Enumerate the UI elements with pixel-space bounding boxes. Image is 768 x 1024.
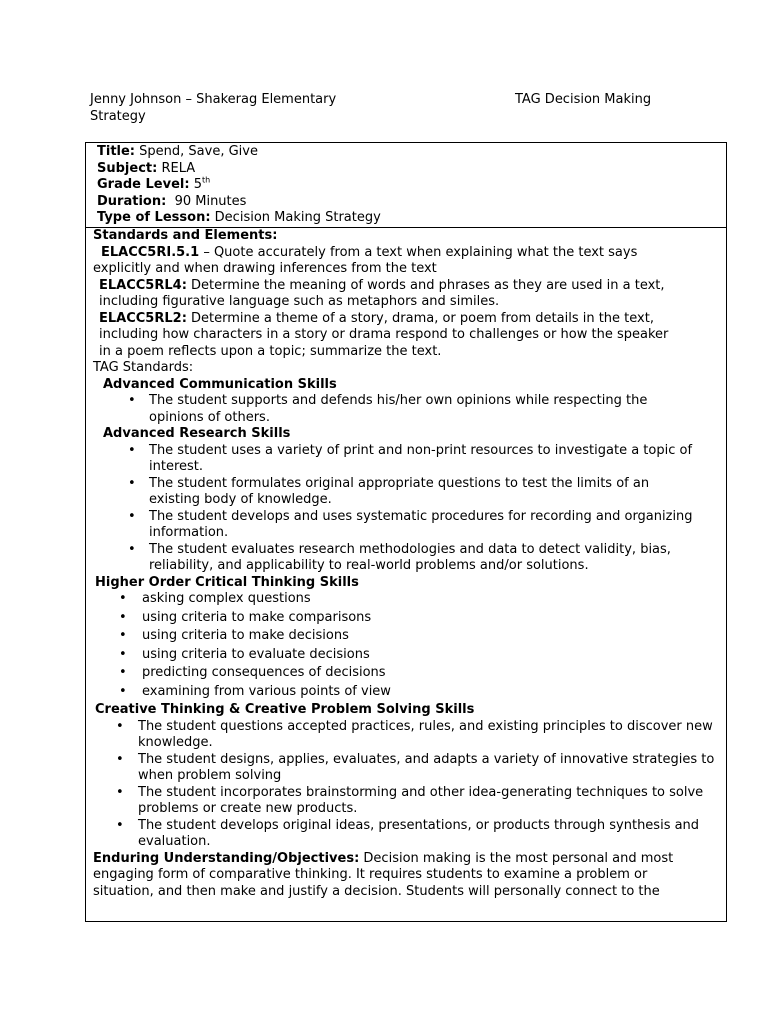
standard-code: ELACC5RL2: — [99, 310, 187, 326]
enduring-text-cont: situation, and then make and justify a decision. Students will personally connect to the — [93, 883, 660, 899]
type-row — [97, 210, 726, 227]
list-item: • The student develops and uses systematic procedures for recording and organizing information. — [93, 509, 703, 542]
standards-heading-text: Standards and Elements: — [93, 228, 278, 243]
subject-value: RELA — [161, 160, 196, 176]
standard-text-cont: in a poem reflects upon a topic; summarize the text. — [99, 343, 442, 359]
grade-row — [97, 177, 726, 194]
enduring-text-cont: engaging form of comparative thinking. It requires students to examine a problem or — [93, 867, 648, 882]
research-skills-list — [93, 443, 726, 575]
standard-text-cont: including figurative language such as metaphors and similes. — [99, 294, 500, 309]
list-item: • The student designs, applies, evaluates, and adapts a variety of innovative strategies to when problem solving — [93, 752, 727, 785]
type-label: Type of Lesson: — [97, 210, 211, 225]
tag-standards-heading: TAG Standards: — [93, 360, 194, 375]
list-item: • using criteria to make comparisons — [93, 610, 726, 629]
standard-ri51 — [93, 245, 726, 262]
enduring-text: Decision making is the most personal and most — [363, 850, 674, 866]
standard-code: ELACC5RI.5.1 — [101, 244, 200, 260]
standard-text-cont: explicitly and when drawing inferences from the text — [93, 261, 437, 276]
duration-value: 90 Minutes — [174, 193, 247, 209]
standard-code: ELACC5RL4: — [99, 277, 187, 293]
comm-skills-heading — [93, 377, 726, 394]
standard-text-cont: including how characters in a story or drama respond to challenges or how the speaker — [99, 327, 669, 342]
list-item: • The student develops original ideas, presentations, or products through synthesis and evaluation. — [93, 818, 727, 851]
page-header — [90, 92, 690, 126]
standard-text: Determine a theme of a story, drama, or poem from details in the text, — [191, 310, 654, 326]
enduring-understanding — [93, 851, 726, 868]
comm-skills-list — [93, 393, 726, 426]
grade-value: 5 — [193, 177, 202, 192]
grade-label: Grade Level: — [97, 177, 190, 192]
type-value: Decision Making Strategy — [214, 210, 381, 225]
research-skills-heading — [93, 426, 726, 443]
lesson-plan-table — [85, 142, 727, 922]
enduring-label: Enduring Understanding/Objectives: — [93, 850, 360, 866]
list-item: • using criteria to make decisions — [93, 628, 726, 647]
list-item: • The student uses a variety of print and non-print resources to investigate a topic of interest. — [93, 443, 703, 476]
standard-text: – Quote accurately from a text when explaining what the text says — [203, 244, 638, 260]
creative-list — [93, 719, 726, 851]
standard-text: Determine the meaning of words and phrases as they are used in a text, — [191, 277, 665, 293]
lesson-header-title-cont: Strategy — [90, 109, 146, 124]
subject-row — [97, 161, 726, 178]
list-item: • The student questions accepted practices, rules, and existing principles to discover new knowledge. — [93, 719, 727, 752]
creative-heading-text: Creative Thinking & Creative Problem Solving Skills — [95, 702, 475, 717]
list-item: • examining from various points of view — [93, 684, 726, 703]
research-skills-heading-text: Advanced Research Skills — [103, 426, 291, 441]
list-item: • The student supports and defends his/her own opinions while respecting the opinions of others. — [93, 393, 703, 426]
hoct-heading — [93, 575, 726, 592]
standards-heading — [93, 228, 726, 245]
author-school: Jenny Johnson – Shakerag Elementary — [90, 92, 337, 107]
grade-suffix: th — [201, 175, 211, 185]
list-item: • The student formulates original appropriate questions to test the limits of an existing body of knowledge. — [93, 476, 703, 509]
lesson-info-section — [86, 143, 726, 228]
list-item: • asking complex questions — [93, 591, 726, 610]
standard-rl2 — [93, 311, 726, 328]
list-item: • predicting consequences of decisions — [93, 665, 726, 684]
subject-label: Subject: — [97, 160, 158, 176]
title-row — [97, 144, 726, 161]
standards-section — [86, 228, 726, 900]
title-value: Spend, Save, Give — [139, 144, 258, 159]
lesson-header-title: TAG Decision Making — [515, 92, 652, 107]
creative-heading — [93, 702, 726, 719]
title-label: Title: — [97, 144, 136, 159]
standard-rl4 — [93, 278, 726, 295]
hoct-list — [93, 591, 726, 702]
comm-skills-heading-text: Advanced Communication Skills — [103, 376, 337, 392]
duration-label: Duration: — [97, 193, 167, 209]
list-item: • using criteria to evaluate decisions — [93, 647, 726, 666]
duration-row — [97, 194, 726, 211]
list-item: • The student evaluates research methodologies and data to detect validity, bias, reliability, and applicability to real-world problems and/or solutions. — [93, 542, 703, 575]
list-item: • The student incorporates brainstorming and other idea-generating techniques to solve problems or create new products. — [93, 785, 727, 818]
hoct-heading-text: Higher Order Critical Thinking Skills — [95, 574, 359, 590]
